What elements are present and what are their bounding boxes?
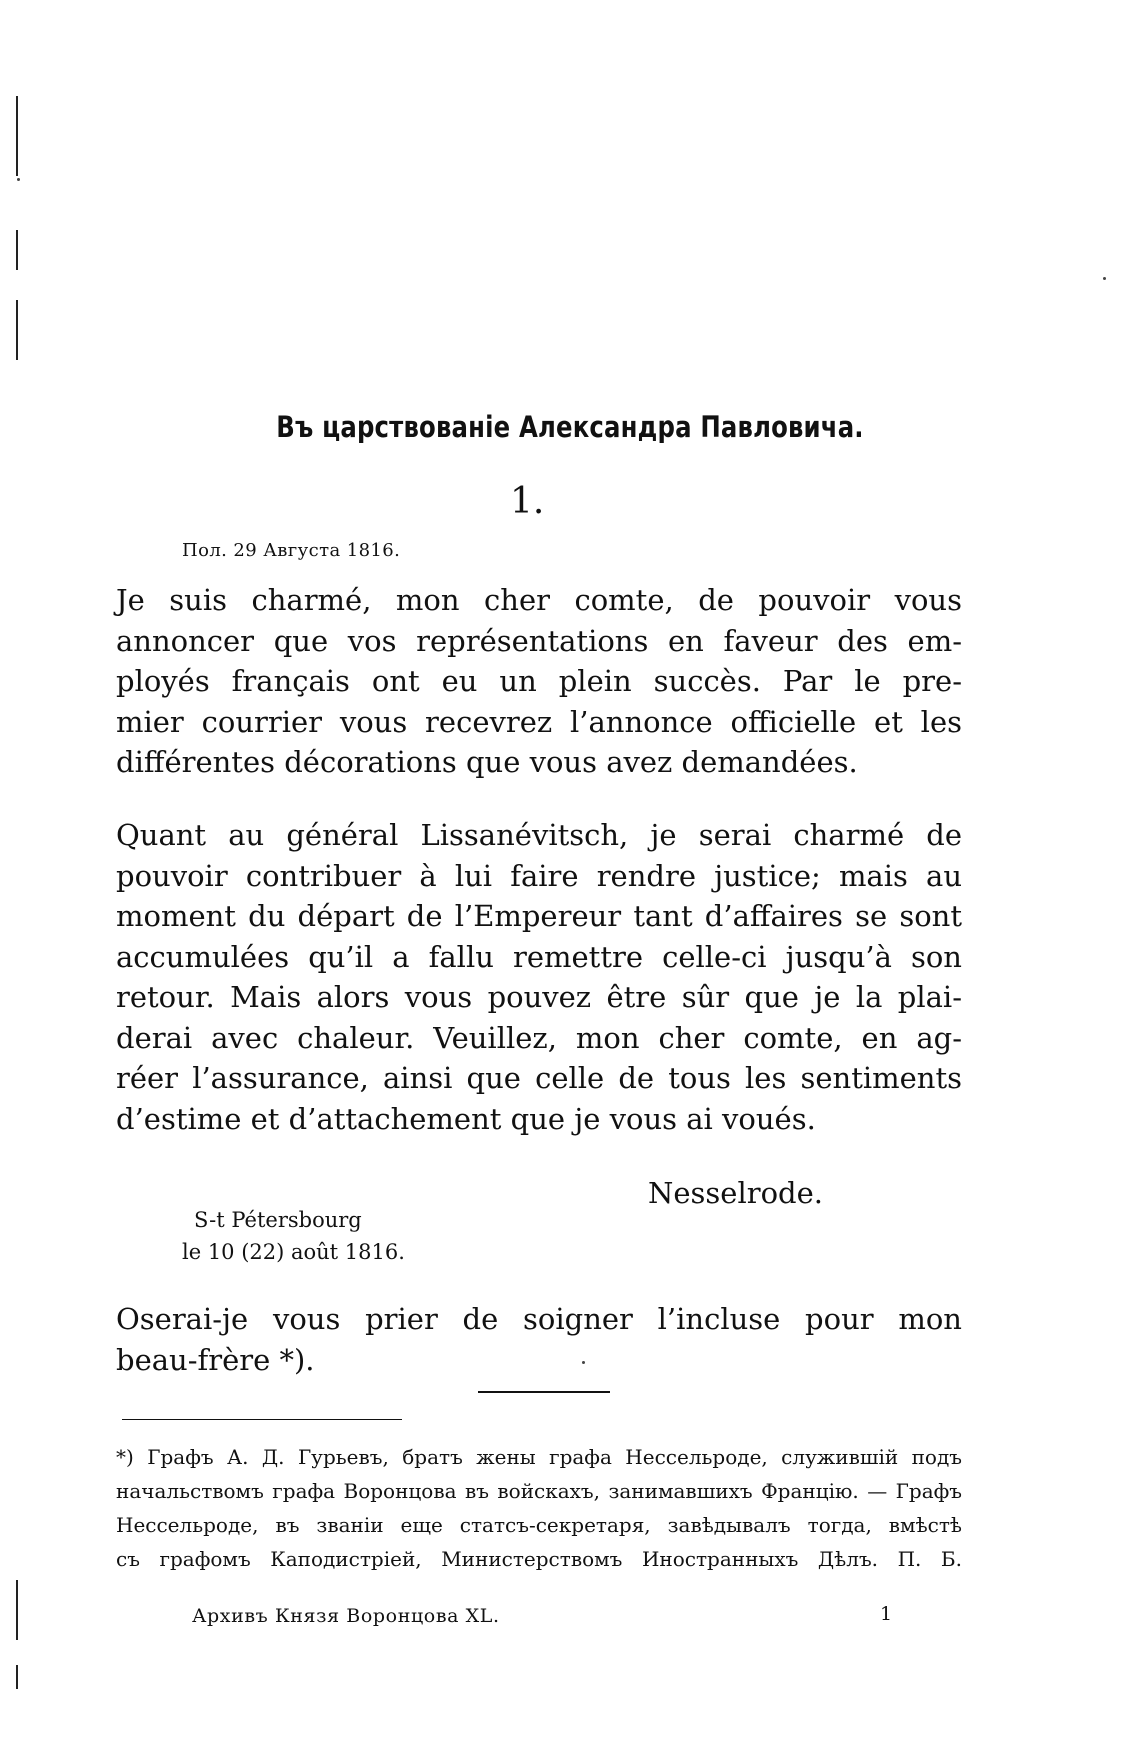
scan-edge-mark <box>16 1580 18 1640</box>
scan-edge-mark <box>16 1665 18 1689</box>
date: le 10 (22) août 1816. <box>182 1240 405 1264</box>
text-line: accumulées qu’il a fallu remettre celle-ci jusqu’à son <box>116 939 962 974</box>
text-line: d’estime et d’attachement que je vous ai voués. <box>116 1101 816 1136</box>
footnote <box>116 1440 962 1576</box>
text-line: Quant au général Lissanévitsch, je serai charmé de <box>116 818 962 852</box>
text-line: retour. Mais alors vous pouvez être sûr que je la plai- <box>116 980 962 1014</box>
text-line: pouvoir contribuer à lui faire rendre justice; mais au <box>116 858 962 893</box>
scan-speck <box>17 178 20 181</box>
letter-number: 1. <box>510 481 545 522</box>
text-line: ployés français ont eu un plein succès. Par le pre- <box>116 664 962 698</box>
section-heading: Въ царствованіе Александра Павловича. <box>276 410 864 444</box>
text-line: différentes décorations que vous avez demandées. <box>116 745 858 779</box>
letter-paragraph-2 <box>116 815 962 1139</box>
place: S-t Pétersbourg <box>194 1208 362 1232</box>
place-and-date <box>182 1204 405 1268</box>
text-line: mier courrier vous recevrez l’annonce officielle et les <box>116 704 962 739</box>
received-date: Пол. 29 Августа 1816. <box>182 540 401 561</box>
footnote-line: начальствомъ графа Воронцова въ войскахъ, занимавшихъ Францію. — Графъ <box>116 1479 962 1503</box>
text-line: Oserai-je vous prier de soigner l’incluse pour mon <box>116 1302 962 1336</box>
text-line: réer l’assurance, ainsi que celle de tous les sentiments <box>116 1061 962 1095</box>
footnote-divider <box>122 1419 402 1420</box>
scan-edge-mark <box>16 300 18 360</box>
footnote-line: съ графомъ Каподистріей, Министерствомъ Иностранныхъ Дѣлъ. П. Б. <box>116 1547 962 1571</box>
text-line: derai avec chaleur. Veuillez, mon cher comte, en ag- <box>116 1020 962 1055</box>
archive-footer: Архивъ Князя Воронцова XL. <box>192 1605 500 1627</box>
footnote-line: Нессельроде, въ званіи еще статсъ-секретаря, завѣдывалъ тогда, вмѣстѣ <box>116 1513 962 1537</box>
text-line: Je suis charmé, mon cher comte, de pouvoir vous <box>116 583 962 617</box>
postscript <box>116 1299 962 1380</box>
scan-speck <box>1103 277 1106 280</box>
text-line: annoncer que vos représentations en faveur des em- <box>116 623 962 658</box>
section-divider <box>478 1391 610 1393</box>
letter-paragraph-1 <box>116 580 962 783</box>
text-line: moment du départ de l’Empereur tant d’affaires se sont <box>116 899 962 933</box>
signature: Nesselrode. <box>648 1176 824 1210</box>
footnote-line: *) Графъ А. Д. Гурьевъ, братъ жены графа Нессельроде, служившій подъ <box>116 1445 962 1469</box>
text-line: beau-frère *). <box>116 1342 315 1377</box>
signature-mark: 1 <box>880 1603 893 1625</box>
scan-edge-mark <box>16 96 18 176</box>
scan-edge-mark <box>16 230 18 270</box>
